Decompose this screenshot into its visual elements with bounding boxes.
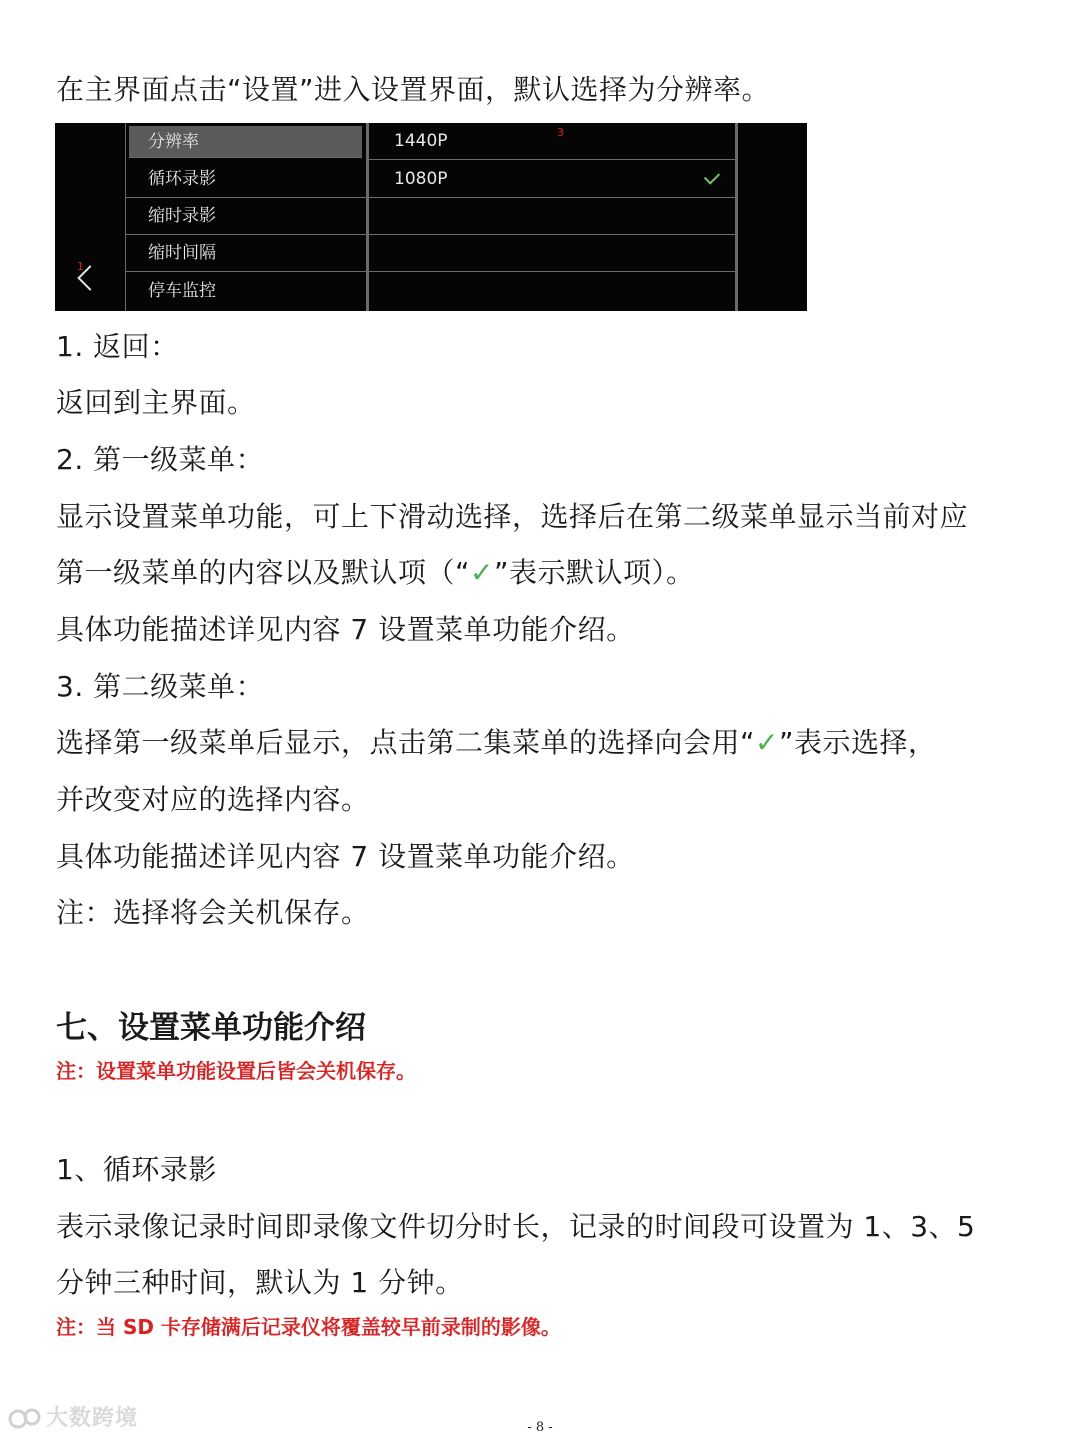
option-empty: [369, 198, 735, 235]
menu-item-timelapse-recording[interactable]: 缩时录影: [126, 198, 366, 235]
text-fragment: ”表示选择，: [778, 726, 937, 759]
menu-item-parking-monitor[interactable]: 停车监控: [148, 281, 216, 301]
p3-text-a: [56, 723, 937, 763]
p2-title: 2. 第一级菜单：: [56, 443, 265, 476]
menu-item-timelapse-interval[interactable]: 缩时间隔: [126, 235, 366, 272]
settings-screenshot: [55, 123, 807, 311]
option-1080p[interactable]: [369, 161, 735, 198]
checkmark-icon: [704, 168, 720, 184]
p2-text-b: [56, 553, 695, 593]
callout-3: 3: [557, 126, 564, 139]
p3-text-b: 并改变对应的选择内容。: [56, 783, 370, 816]
section7-heading: 七、设置菜单功能介绍: [56, 1010, 366, 1046]
body-note: 注：选择将会关机保存。: [56, 896, 370, 929]
section7-note: 注：设置菜单功能设置后皆会关机保存。: [56, 1059, 416, 1083]
option-empty: [369, 235, 735, 272]
check-icon: ✓: [755, 726, 779, 759]
check-icon: ✓: [470, 556, 494, 589]
menu-item-loop-recording[interactable]: 循环录影: [126, 161, 366, 198]
p1-title: 1. 返回：: [56, 330, 179, 363]
p3-text-c: 具体功能描述详见内容 7 设置菜单功能介绍。: [56, 840, 635, 873]
item1-text-a: 表示录像记录时间即录像文件切分时长，记录的时间段可设置为 1、3、5: [56, 1210, 976, 1243]
p2-text-a: 显示设置菜单功能，可上下滑动选择，选择后在第二级菜单显示当前对应: [56, 500, 969, 533]
page-number: - 8 -: [527, 1420, 553, 1435]
p3-title: 3. 第二级菜单：: [56, 670, 265, 703]
p1-text: 返回到主界面。: [56, 386, 256, 419]
intro-text: 在主界面点击“设置”进入设置界面，默认选择为分辨率。: [56, 73, 771, 106]
first-level-menu: [125, 123, 369, 311]
item1-note: 注：当 SD 卡存储满后记录仪将覆盖较早前录制的影像。: [56, 1315, 561, 1339]
menu-item-resolution[interactable]: 分辨率: [129, 126, 362, 158]
text-fragment: 选择第一级菜单后显示，点击第二集菜单的选择向会用“: [56, 726, 756, 759]
callout-1: 1: [77, 260, 84, 273]
option-1440p[interactable]: [369, 123, 735, 160]
watermark-text: 大数跨境: [46, 1406, 139, 1431]
text-fragment: 第一级菜单的内容以及默认项（“: [56, 556, 471, 589]
text-fragment: ”表示默认项）。: [493, 556, 695, 589]
back-zone[interactable]: [55, 123, 125, 311]
p2-text-c: 具体功能描述详见内容 7 设置菜单功能介绍。: [56, 613, 635, 646]
option-label: 1440P: [394, 131, 448, 151]
item1-text-b: 分钟三种时间，默认为 1 分钟。: [56, 1266, 464, 1299]
option-label: 1080P: [394, 169, 448, 189]
second-level-menu: [368, 123, 738, 311]
item1-title: 1、循环录影: [56, 1153, 217, 1186]
